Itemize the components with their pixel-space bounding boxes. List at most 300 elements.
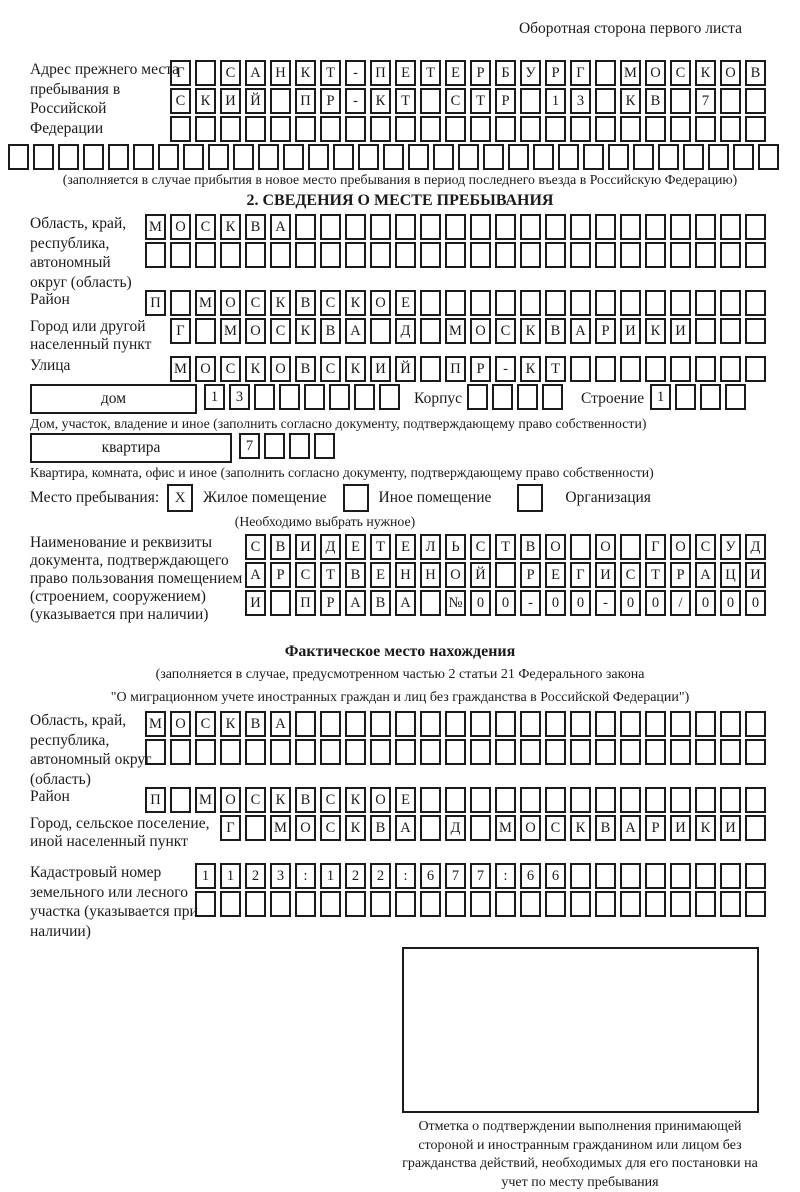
- char-cell[interactable]: -: [595, 590, 616, 616]
- char-cell[interactable]: [695, 787, 716, 813]
- char-cell[interactable]: Д: [445, 815, 466, 841]
- char-cell[interactable]: О: [645, 60, 666, 86]
- char-cell[interactable]: С: [245, 787, 266, 813]
- char-cell[interactable]: У: [520, 60, 541, 86]
- char-cell[interactable]: С: [295, 562, 316, 588]
- char-cell[interactable]: [520, 891, 541, 917]
- char-cell[interactable]: К: [220, 711, 241, 737]
- char-cell[interactable]: [695, 242, 716, 268]
- char-cell[interactable]: С: [195, 711, 216, 737]
- char-cell[interactable]: [270, 739, 291, 765]
- char-cell[interactable]: [320, 739, 341, 765]
- char-cell[interactable]: [645, 739, 666, 765]
- char-cell[interactable]: С: [695, 534, 716, 560]
- char-cell[interactable]: [720, 214, 741, 240]
- char-cell[interactable]: [370, 116, 391, 142]
- char-cell[interactable]: К: [345, 815, 366, 841]
- char-cell[interactable]: В: [245, 711, 266, 737]
- char-cell[interactable]: 2: [370, 863, 391, 889]
- char-cell[interactable]: [645, 290, 666, 316]
- char-cell[interactable]: К: [345, 356, 366, 382]
- char-cell[interactable]: 0: [645, 590, 666, 616]
- char-cell[interactable]: Р: [545, 60, 566, 86]
- char-cell[interactable]: [420, 711, 441, 737]
- char-cell[interactable]: [670, 116, 691, 142]
- char-cell[interactable]: [720, 88, 741, 114]
- char-cell[interactable]: В: [270, 534, 291, 560]
- char-cell[interactable]: С: [470, 534, 491, 560]
- char-cell[interactable]: [720, 242, 741, 268]
- char-cell[interactable]: Ь: [445, 534, 466, 560]
- char-cell[interactable]: [345, 711, 366, 737]
- char-cell[interactable]: [383, 144, 404, 170]
- char-cell[interactable]: Д: [320, 534, 341, 560]
- char-cell[interactable]: 0: [545, 590, 566, 616]
- char-cell[interactable]: [445, 787, 466, 813]
- char-cell[interactable]: [720, 318, 741, 344]
- char-cell[interactable]: -: [345, 60, 366, 86]
- char-cell[interactable]: Р: [270, 562, 291, 588]
- char-cell[interactable]: [645, 787, 666, 813]
- char-cell[interactable]: Д: [745, 534, 766, 560]
- char-cell[interactable]: [420, 787, 441, 813]
- char-cell[interactable]: [520, 711, 541, 737]
- char-cell[interactable]: [620, 214, 641, 240]
- char-cell[interactable]: И: [220, 88, 241, 114]
- char-cell[interactable]: [675, 384, 696, 410]
- char-cell[interactable]: [508, 144, 529, 170]
- char-cell[interactable]: [170, 242, 191, 268]
- char-cell[interactable]: М: [220, 318, 241, 344]
- char-cell[interactable]: И: [295, 534, 316, 560]
- char-cell[interactable]: К: [345, 290, 366, 316]
- char-cell[interactable]: [620, 242, 641, 268]
- char-cell[interactable]: [195, 116, 216, 142]
- char-cell[interactable]: [520, 116, 541, 142]
- char-cell[interactable]: 0: [470, 590, 491, 616]
- char-cell[interactable]: С: [170, 88, 191, 114]
- char-cell[interactable]: М: [145, 214, 166, 240]
- char-cell[interactable]: [433, 144, 454, 170]
- char-cell[interactable]: [745, 815, 766, 841]
- char-cell[interactable]: -: [520, 590, 541, 616]
- char-cell[interactable]: [683, 144, 704, 170]
- char-cell[interactable]: -: [495, 356, 516, 382]
- char-cell[interactable]: [295, 891, 316, 917]
- char-cell[interactable]: [133, 144, 154, 170]
- char-cell[interactable]: [370, 891, 391, 917]
- char-cell[interactable]: [395, 214, 416, 240]
- char-cell[interactable]: О: [545, 534, 566, 560]
- char-cell[interactable]: [620, 739, 641, 765]
- char-cell[interactable]: [492, 384, 513, 410]
- char-cell[interactable]: [304, 384, 325, 410]
- char-cell[interactable]: [570, 534, 591, 560]
- char-cell[interactable]: 6: [520, 863, 541, 889]
- char-cell[interactable]: И: [370, 356, 391, 382]
- char-cell[interactable]: [725, 384, 746, 410]
- char-cell[interactable]: [495, 116, 516, 142]
- char-cell[interactable]: А: [395, 590, 416, 616]
- char-cell[interactable]: П: [295, 590, 316, 616]
- char-cell[interactable]: [345, 214, 366, 240]
- char-cell[interactable]: О: [195, 356, 216, 382]
- char-cell[interactable]: В: [320, 318, 341, 344]
- char-cell[interactable]: [645, 116, 666, 142]
- char-cell[interactable]: П: [145, 290, 166, 316]
- char-cell[interactable]: [670, 739, 691, 765]
- char-cell[interactable]: [720, 863, 741, 889]
- char-cell[interactable]: [570, 116, 591, 142]
- char-cell[interactable]: М: [270, 815, 291, 841]
- char-cell[interactable]: [733, 144, 754, 170]
- char-cell[interactable]: О: [295, 815, 316, 841]
- char-cell[interactable]: [595, 290, 616, 316]
- char-cell[interactable]: [570, 863, 591, 889]
- char-cell[interactable]: [670, 290, 691, 316]
- char-cell[interactable]: 7: [239, 433, 260, 459]
- char-cell[interactable]: [354, 384, 375, 410]
- char-cell[interactable]: 0: [495, 590, 516, 616]
- char-cell[interactable]: [570, 214, 591, 240]
- char-cell[interactable]: [570, 711, 591, 737]
- char-cell[interactable]: [320, 891, 341, 917]
- char-cell[interactable]: [745, 787, 766, 813]
- char-cell[interactable]: [420, 891, 441, 917]
- char-cell[interactable]: И: [245, 590, 266, 616]
- char-cell[interactable]: [495, 787, 516, 813]
- char-cell[interactable]: В: [520, 534, 541, 560]
- char-cell[interactable]: А: [695, 562, 716, 588]
- char-cell[interactable]: [370, 318, 391, 344]
- char-cell[interactable]: [695, 739, 716, 765]
- char-cell[interactable]: Е: [395, 534, 416, 560]
- char-cell[interactable]: Т: [320, 60, 341, 86]
- char-cell[interactable]: [470, 116, 491, 142]
- char-cell[interactable]: :: [395, 863, 416, 889]
- char-cell[interactable]: Г: [170, 318, 191, 344]
- char-cell[interactable]: [595, 787, 616, 813]
- char-cell[interactable]: [220, 739, 241, 765]
- char-cell[interactable]: Н: [270, 60, 291, 86]
- char-cell[interactable]: С: [245, 290, 266, 316]
- char-cell[interactable]: [620, 891, 641, 917]
- char-cell[interactable]: [695, 863, 716, 889]
- char-cell[interactable]: [270, 88, 291, 114]
- char-cell[interactable]: [470, 739, 491, 765]
- char-cell[interactable]: [395, 242, 416, 268]
- char-cell[interactable]: О: [520, 815, 541, 841]
- char-cell[interactable]: [395, 739, 416, 765]
- char-cell[interactable]: 7: [695, 88, 716, 114]
- char-cell[interactable]: Г: [645, 534, 666, 560]
- char-cell[interactable]: [320, 242, 341, 268]
- char-cell[interactable]: [545, 242, 566, 268]
- char-cell[interactable]: [183, 144, 204, 170]
- char-cell[interactable]: [645, 214, 666, 240]
- char-cell[interactable]: К: [195, 88, 216, 114]
- char-cell[interactable]: Т: [395, 88, 416, 114]
- char-cell[interactable]: Н: [420, 562, 441, 588]
- char-cell[interactable]: [620, 534, 641, 560]
- char-cell[interactable]: [608, 144, 629, 170]
- char-cell[interactable]: [545, 739, 566, 765]
- char-cell[interactable]: [670, 711, 691, 737]
- char-cell[interactable]: [258, 144, 279, 170]
- char-cell[interactable]: [445, 242, 466, 268]
- char-cell[interactable]: [620, 711, 641, 737]
- char-cell[interactable]: Г: [170, 60, 191, 86]
- char-cell[interactable]: [83, 144, 104, 170]
- char-cell[interactable]: [470, 815, 491, 841]
- char-cell[interactable]: Р: [320, 88, 341, 114]
- char-cell[interactable]: Р: [320, 590, 341, 616]
- char-cell[interactable]: К: [345, 787, 366, 813]
- char-cell[interactable]: [645, 891, 666, 917]
- char-cell[interactable]: [420, 214, 441, 240]
- char-cell[interactable]: [583, 144, 604, 170]
- char-cell[interactable]: [345, 242, 366, 268]
- char-cell[interactable]: У: [720, 534, 741, 560]
- char-cell[interactable]: К: [270, 290, 291, 316]
- char-cell[interactable]: А: [245, 60, 266, 86]
- char-cell[interactable]: [695, 891, 716, 917]
- char-cell[interactable]: К: [570, 815, 591, 841]
- char-cell[interactable]: [320, 116, 341, 142]
- char-cell[interactable]: Р: [595, 318, 616, 344]
- char-cell[interactable]: [467, 384, 488, 410]
- char-cell[interactable]: [270, 590, 291, 616]
- char-cell[interactable]: [595, 88, 616, 114]
- char-cell[interactable]: [270, 116, 291, 142]
- char-cell[interactable]: [700, 384, 721, 410]
- char-cell[interactable]: [345, 739, 366, 765]
- char-cell[interactable]: [745, 242, 766, 268]
- char-cell[interactable]: [295, 242, 316, 268]
- char-cell[interactable]: Е: [545, 562, 566, 588]
- char-cell[interactable]: [420, 116, 441, 142]
- char-cell[interactable]: [495, 711, 516, 737]
- char-cell[interactable]: К: [295, 318, 316, 344]
- char-cell[interactable]: [620, 116, 641, 142]
- char-cell[interactable]: [695, 318, 716, 344]
- char-cell[interactable]: С: [545, 815, 566, 841]
- char-cell[interactable]: Л: [420, 534, 441, 560]
- char-cell[interactable]: В: [545, 318, 566, 344]
- char-cell[interactable]: [495, 290, 516, 316]
- char-cell[interactable]: [158, 144, 179, 170]
- char-cell[interactable]: 0: [695, 590, 716, 616]
- char-cell[interactable]: [620, 290, 641, 316]
- char-cell[interactable]: [458, 144, 479, 170]
- char-cell[interactable]: [495, 891, 516, 917]
- char-cell[interactable]: С: [270, 318, 291, 344]
- char-cell[interactable]: О: [720, 60, 741, 86]
- char-cell[interactable]: К: [695, 60, 716, 86]
- char-cell[interactable]: К: [695, 815, 716, 841]
- char-cell[interactable]: П: [370, 60, 391, 86]
- char-cell[interactable]: О: [445, 562, 466, 588]
- char-cell[interactable]: М: [445, 318, 466, 344]
- char-cell[interactable]: В: [245, 214, 266, 240]
- char-cell[interactable]: [695, 214, 716, 240]
- char-cell[interactable]: Й: [395, 356, 416, 382]
- char-cell[interactable]: [395, 711, 416, 737]
- char-cell[interactable]: Г: [570, 562, 591, 588]
- char-cell[interactable]: [745, 290, 766, 316]
- char-cell[interactable]: [595, 242, 616, 268]
- char-cell[interactable]: [670, 242, 691, 268]
- char-cell[interactable]: К: [520, 318, 541, 344]
- char-cell[interactable]: [720, 356, 741, 382]
- char-cell[interactable]: [279, 384, 300, 410]
- char-cell[interactable]: Т: [370, 534, 391, 560]
- char-cell[interactable]: Д: [395, 318, 416, 344]
- char-cell[interactable]: 0: [570, 590, 591, 616]
- char-cell[interactable]: [270, 891, 291, 917]
- char-cell[interactable]: [195, 739, 216, 765]
- char-cell[interactable]: С: [495, 318, 516, 344]
- char-cell[interactable]: [220, 116, 241, 142]
- char-cell[interactable]: [545, 891, 566, 917]
- char-cell[interactable]: [379, 384, 400, 410]
- char-cell[interactable]: Р: [670, 562, 691, 588]
- char-cell[interactable]: 1: [545, 88, 566, 114]
- char-cell[interactable]: [720, 787, 741, 813]
- char-cell[interactable]: [670, 891, 691, 917]
- char-cell[interactable]: С: [245, 534, 266, 560]
- checkbox-residential[interactable]: X: [167, 484, 193, 512]
- char-cell[interactable]: К: [295, 60, 316, 86]
- char-cell[interactable]: О: [220, 787, 241, 813]
- char-cell[interactable]: [289, 433, 310, 459]
- char-cell[interactable]: [420, 815, 441, 841]
- checkbox-organization[interactable]: [517, 484, 543, 512]
- char-cell[interactable]: [445, 891, 466, 917]
- char-cell[interactable]: [708, 144, 729, 170]
- checkbox-other-premises[interactable]: [343, 484, 369, 512]
- char-cell[interactable]: Т: [495, 534, 516, 560]
- char-cell[interactable]: [633, 144, 654, 170]
- char-cell[interactable]: О: [670, 534, 691, 560]
- char-cell[interactable]: [470, 290, 491, 316]
- char-cell[interactable]: 0: [720, 590, 741, 616]
- char-cell[interactable]: [558, 144, 579, 170]
- char-cell[interactable]: [333, 144, 354, 170]
- char-cell[interactable]: [745, 711, 766, 737]
- char-cell[interactable]: Й: [470, 562, 491, 588]
- char-cell[interactable]: [720, 739, 741, 765]
- char-cell[interactable]: [445, 711, 466, 737]
- char-cell[interactable]: [720, 891, 741, 917]
- char-cell[interactable]: П: [445, 356, 466, 382]
- char-cell[interactable]: А: [345, 318, 366, 344]
- char-cell[interactable]: [314, 433, 335, 459]
- char-cell[interactable]: Ц: [720, 562, 741, 588]
- char-cell[interactable]: [745, 116, 766, 142]
- char-cell[interactable]: Б: [495, 60, 516, 86]
- char-cell[interactable]: В: [345, 562, 366, 588]
- char-cell[interactable]: С: [320, 815, 341, 841]
- char-cell[interactable]: [483, 144, 504, 170]
- char-cell[interactable]: К: [270, 787, 291, 813]
- char-cell[interactable]: [720, 290, 741, 316]
- char-cell[interactable]: [420, 590, 441, 616]
- char-cell[interactable]: [520, 242, 541, 268]
- char-cell[interactable]: [295, 116, 316, 142]
- char-cell[interactable]: [8, 144, 29, 170]
- char-cell[interactable]: [545, 787, 566, 813]
- char-cell[interactable]: [208, 144, 229, 170]
- char-cell[interactable]: [254, 384, 275, 410]
- char-cell[interactable]: 7: [470, 863, 491, 889]
- char-cell[interactable]: [470, 242, 491, 268]
- char-cell[interactable]: В: [745, 60, 766, 86]
- char-cell[interactable]: [620, 863, 641, 889]
- char-cell[interactable]: М: [495, 815, 516, 841]
- char-cell[interactable]: [645, 863, 666, 889]
- char-cell[interactable]: Т: [470, 88, 491, 114]
- char-cell[interactable]: [270, 242, 291, 268]
- char-cell[interactable]: [420, 739, 441, 765]
- char-cell[interactable]: [445, 214, 466, 240]
- char-cell[interactable]: [245, 815, 266, 841]
- char-cell[interactable]: [195, 60, 216, 86]
- char-cell[interactable]: 3: [229, 384, 250, 410]
- char-cell[interactable]: [745, 863, 766, 889]
- char-cell[interactable]: [420, 356, 441, 382]
- char-cell[interactable]: [495, 214, 516, 240]
- char-cell[interactable]: В: [595, 815, 616, 841]
- char-cell[interactable]: 6: [545, 863, 566, 889]
- char-cell[interactable]: 0: [620, 590, 641, 616]
- char-cell[interactable]: [220, 242, 241, 268]
- char-cell[interactable]: С: [195, 214, 216, 240]
- char-cell[interactable]: /: [670, 590, 691, 616]
- char-cell[interactable]: [170, 787, 191, 813]
- char-cell[interactable]: [745, 88, 766, 114]
- char-cell[interactable]: [570, 891, 591, 917]
- char-cell[interactable]: [370, 739, 391, 765]
- char-cell[interactable]: А: [270, 711, 291, 737]
- char-cell[interactable]: 1: [195, 863, 216, 889]
- char-cell[interactable]: [520, 214, 541, 240]
- char-cell[interactable]: В: [370, 815, 391, 841]
- char-cell[interactable]: [695, 116, 716, 142]
- char-cell[interactable]: [745, 891, 766, 917]
- char-cell[interactable]: [570, 356, 591, 382]
- char-cell[interactable]: И: [670, 815, 691, 841]
- char-cell[interactable]: Р: [470, 60, 491, 86]
- char-cell[interactable]: П: [295, 88, 316, 114]
- char-cell[interactable]: С: [220, 60, 241, 86]
- char-cell[interactable]: -: [345, 88, 366, 114]
- char-cell[interactable]: [320, 711, 341, 737]
- char-cell[interactable]: [758, 144, 779, 170]
- char-cell[interactable]: В: [645, 88, 666, 114]
- char-cell[interactable]: [542, 384, 563, 410]
- char-cell[interactable]: [370, 242, 391, 268]
- char-cell[interactable]: Т: [645, 562, 666, 588]
- char-cell[interactable]: [195, 242, 216, 268]
- char-cell[interactable]: О: [470, 318, 491, 344]
- char-cell[interactable]: 2: [345, 863, 366, 889]
- char-cell[interactable]: 3: [270, 863, 291, 889]
- char-cell[interactable]: Е: [370, 562, 391, 588]
- char-cell[interactable]: В: [295, 787, 316, 813]
- char-cell[interactable]: [329, 384, 350, 410]
- char-cell[interactable]: №: [445, 590, 466, 616]
